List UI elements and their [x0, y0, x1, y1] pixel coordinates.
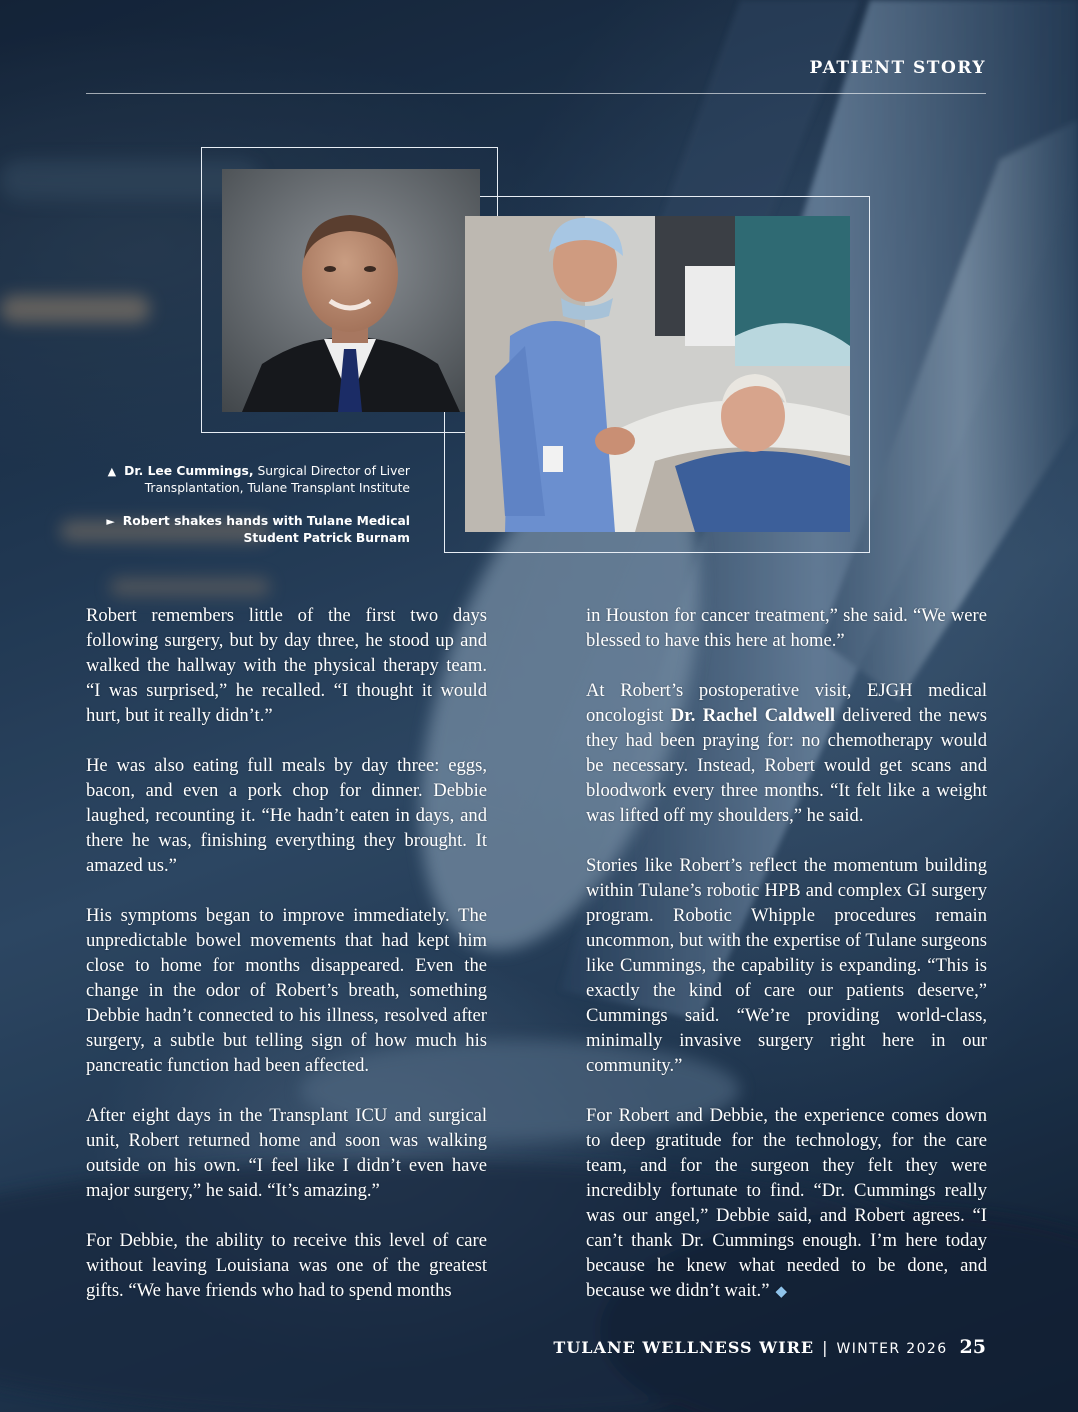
page-number: 25	[959, 1336, 986, 1358]
caption-up-triangle-icon: ▲	[107, 465, 117, 478]
caption-bedside-text: Robert shakes hands with Tulane Medical Student Patrick Burnam	[122, 514, 410, 545]
publication-name: TULANE WELLNESS WIRE	[553, 1338, 815, 1357]
header-rule	[86, 93, 986, 94]
caption-portrait	[80, 463, 410, 497]
article-right-column	[586, 603, 987, 1305]
article-paragraph: After eight days in the Transplant ICU and surgical unit, Robert returned home and soon was walking outside on his own. “I feel like I didn’t even have major surgery,” he said. “It’s amazing.”	[86, 1105, 487, 1201]
caption-title: Surgical Director of Liver Transplantation, Tulane Transplant Institute	[144, 464, 410, 495]
caption-right-triangle-icon: ►	[106, 515, 115, 528]
caption-name: Dr. Lee Cummings,	[124, 464, 254, 478]
article-paragraph	[586, 1103, 987, 1305]
article-paragraph	[586, 678, 987, 828]
article-paragraph: Robert remembers little of the first two days following surgery, but by day three, he stood up and walked the hallway with the physical therapy team. “I was surprised,” he recalled. “I thought it would hurt, but it really didn’t.”	[86, 605, 487, 726]
portrait-photo	[222, 169, 480, 412]
article-paragraph: For Debbie, the ability to receive this level of care without leaving Louisiana was one of the greatest gifts. “We have friends who had to spend months	[86, 1230, 487, 1301]
article-paragraph-continuation: in Houston for cancer treatment,” she said. “We were blessed to have this here at home.”	[586, 605, 987, 651]
article-paragraph: His symptoms began to improve immediately. The unpredictable bowel movements that had kept him close to home for months disappeared. Even the change in the odor of Robert’s breath, something Debbie hadn’t connected to his illness, resolved after surgery, a subtle but telling sign of how much his pancreatic function had been affected.	[86, 905, 487, 1076]
bedside-photo	[465, 216, 850, 532]
paragraph-text: At Robert’s postoperative visit, EJGH medical oncologist	[586, 680, 987, 726]
page-footer	[553, 1336, 986, 1358]
issue-label: WINTER 2026	[836, 1341, 948, 1357]
caption-bedside	[80, 513, 410, 547]
article-paragraph: Stories like Robert’s reflect the momentum building within Tulane’s robotic HPB and complex GI surgery program. Robotic Whipple procedures remain uncommon, but with the expertise of Tulane surgeons like Cummings, the capability is expanding. “This is exactly the kind of care our patients deserve,” Cummings said. “We’re providing world-class, minimally invasive surgery right here in our community.”	[586, 855, 987, 1076]
section-label: PATIENT STORY	[809, 58, 986, 78]
paragraph-text: For Robert and Debbie, the experience comes down to deep gratitude for the technology, for the care team, and for the surgeon they felt they were incredibly fortunate to find. “Dr. Cummings really was our angel,” Debbie said, and Robert agrees. “I can’t thank Dr. Cummings enough. I’m here today because he knew what needed to be done, and because we didn’t wait.”	[586, 1105, 987, 1301]
footer-separator: |	[822, 1338, 829, 1357]
article-paragraph: He was also eating full meals by day three: eggs, bacon, and even a pork chop for dinner. Debbie laughed, recounting it. “He hadn’t eaten in days, and there he was, finishing everything they brought. It amazed us.”	[86, 755, 487, 876]
article-left-column	[86, 603, 487, 1303]
end-diamond-icon: ◆	[775, 1284, 788, 1300]
paragraph-text: delivered the news they had been praying for: no chemotherapy would be necessary. Instead, Robert would get scans and bloodwork every three months. “It felt like a weight was lifted off my shoulders,” he said.	[586, 705, 987, 826]
doctor-name: Dr. Rachel Caldwell	[670, 705, 835, 726]
